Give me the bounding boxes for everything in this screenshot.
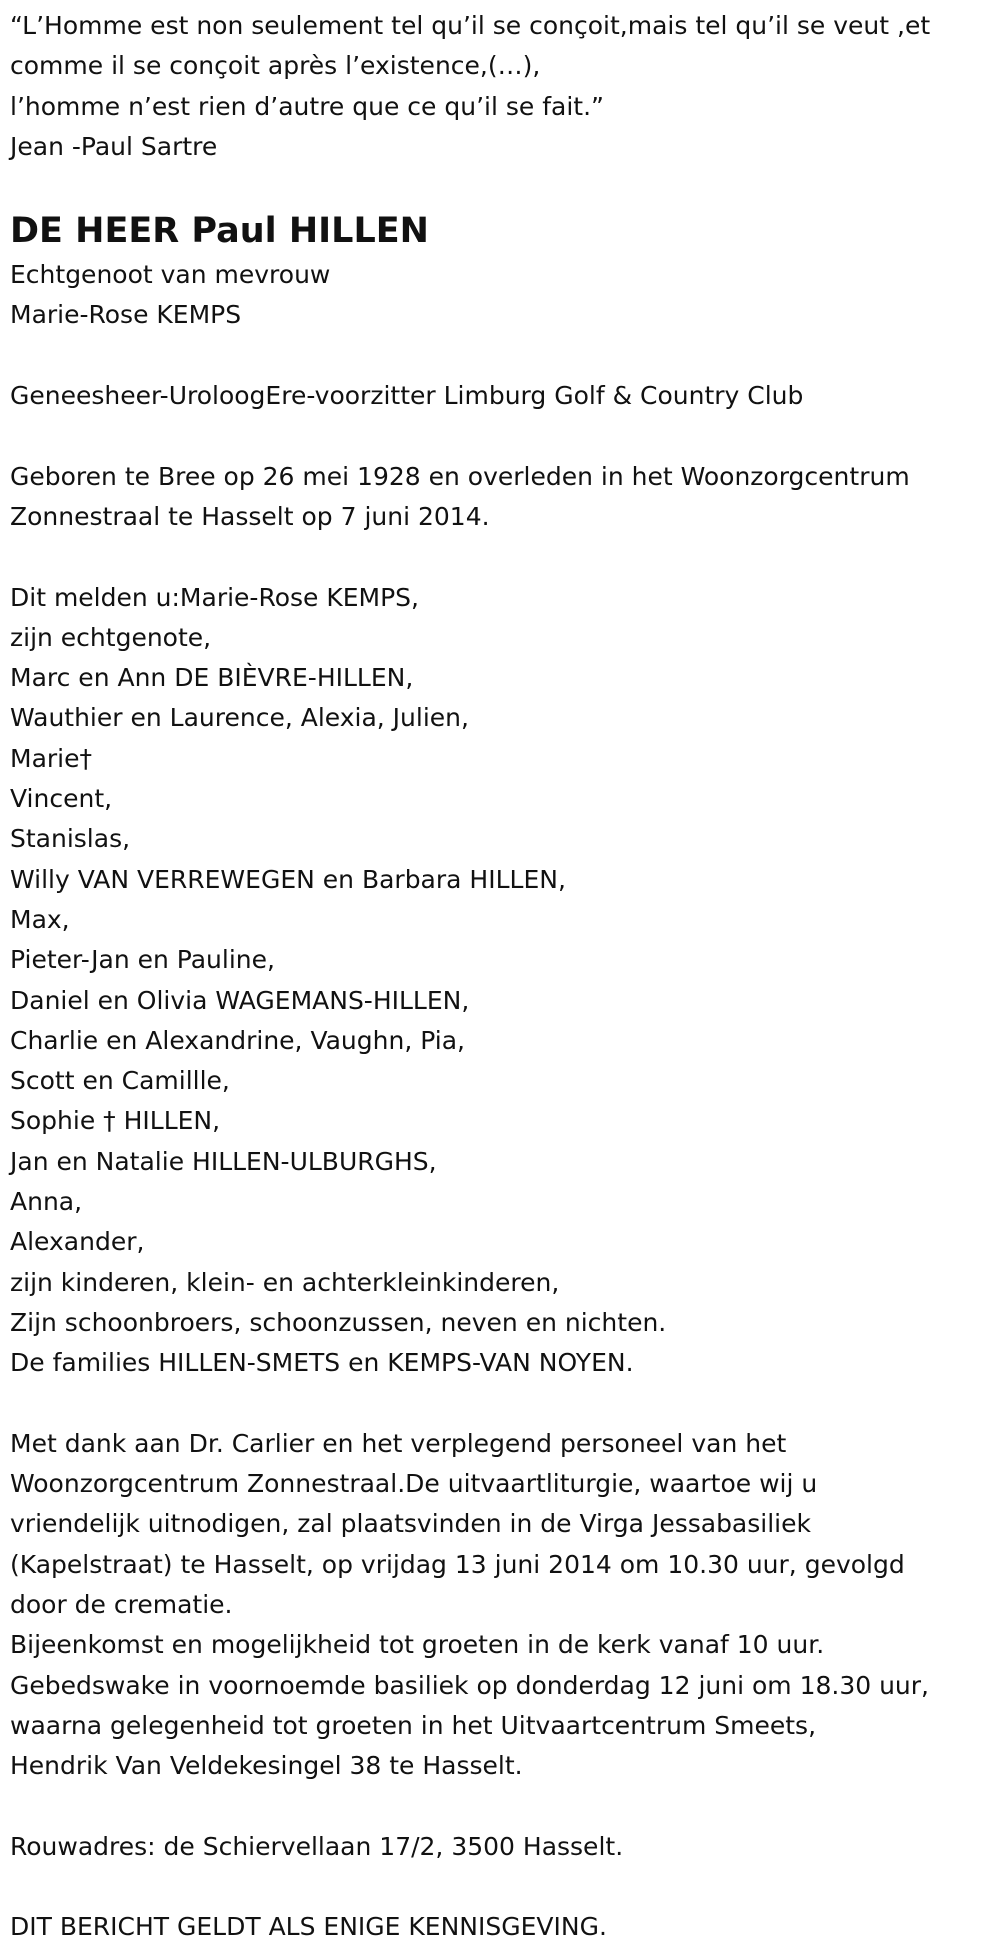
- spacer: [10, 537, 990, 577]
- spouse-line: Echtgenoot van mevrouw: [10, 260, 331, 290]
- family-line: Willy VAN VERREWEGEN en Barbara HILLEN,: [10, 864, 566, 894]
- spouse-block: [10, 255, 990, 336]
- quote-line: l’homme n’est rien d’autre que ce qu’il se fait.”: [10, 91, 604, 121]
- family-line: Max,: [10, 904, 70, 934]
- family-line: Vincent,: [10, 784, 113, 814]
- ceremony-line: vriendelijk uitnodigen, zal plaatsvinden in de Virga Jessabasiliek: [10, 1509, 811, 1539]
- spacer: [10, 1786, 990, 1826]
- family-line: Daniel en Olivia WAGEMANS-HILLEN,: [10, 985, 470, 1015]
- family-line: De families HILLEN-SMETS en KEMPS-VAN NOYEN.: [10, 1348, 634, 1378]
- ceremony-line: Met dank aan Dr. Carlier en het verplegend personeel van het: [10, 1428, 787, 1458]
- ceremony-line: Gebedswake in voornoemde basiliek op donderdag 12 juni om 18.30 uur,: [10, 1670, 929, 1700]
- ceremony-line: door de crematie.: [10, 1589, 233, 1619]
- ceremony-block: [10, 1424, 990, 1787]
- profession-line: Geneesheer-UroloogEre-voorzitter Limburg Golf & Country Club: [10, 381, 804, 411]
- family-line: Charlie en Alexandrine, Vaughn, Pia,: [10, 1025, 465, 1055]
- quote-author: Jean -Paul Sartre: [10, 131, 218, 161]
- family-line: Pieter-Jan en Pauline,: [10, 945, 275, 975]
- ceremony-line: Bijeenkomst en mogelijkheid tot groeten in de kerk vanaf 10 uur.: [10, 1630, 825, 1660]
- family-line: Alexander,: [10, 1227, 145, 1257]
- family-line: Scott en Camillle,: [10, 1066, 230, 1096]
- birth-death-line: Geboren te Bree op 26 mei 1928 en overleden in het Woonzorgcentrum: [10, 461, 910, 491]
- spacer: [10, 1867, 990, 1907]
- birth-death-block: [10, 457, 990, 538]
- family-line: Marie†: [10, 743, 92, 773]
- obituary-notice: [10, 6, 990, 1948]
- family-line: Stanislas,: [10, 824, 131, 854]
- quote-line: “L’Homme est non seulement tel qu’il se conçoit,mais tel qu’il se veut ,et: [10, 11, 931, 40]
- family-line: Wauthier en Laurence, Alexia, Julien,: [10, 703, 469, 733]
- spacer: [10, 336, 990, 376]
- spacer: [10, 416, 990, 456]
- quote-line: comme il se conçoit après l’existence,(…),: [10, 51, 541, 81]
- family-list: [10, 578, 990, 1384]
- spacer: [10, 1384, 990, 1424]
- family-line: Dit melden u:Marie-Rose KEMPS,: [10, 582, 419, 612]
- ceremony-line: Hendrik Van Veldekesingel 38 te Hasselt.: [10, 1751, 523, 1781]
- family-line: zijn kinderen, klein- en achterkleinkinderen,: [10, 1267, 560, 1297]
- family-line: Sophie † HILLEN,: [10, 1106, 221, 1136]
- sartre-quote: [10, 6, 990, 167]
- deceased-name: DE HEER Paul HILLEN: [10, 211, 429, 252]
- family-line: Anna,: [10, 1187, 83, 1217]
- spacer: [10, 167, 990, 209]
- ceremony-line: Woonzorgcentrum Zonnestraal.De uitvaartliturgie, waartoe wij u: [10, 1469, 818, 1499]
- notice-statement: DIT BERICHT GELDT ALS ENIGE KENNISGEVING.: [10, 1912, 607, 1942]
- birth-death-line: Zonnestraal te Hasselt op 7 juni 2014.: [10, 501, 490, 531]
- ceremony-line: waarna gelegenheid tot groeten in het Uitvaartcentrum Smeets,: [10, 1710, 817, 1740]
- family-line: Zijn schoonbroers, schoonzussen, neven en nichten.: [10, 1307, 667, 1337]
- mourning-address: Rouwadres: de Schiervellaan 17/2, 3500 Hasselt.: [10, 1831, 624, 1861]
- family-line: Marc en Ann DE BIÈVRE-HILLEN,: [10, 663, 414, 693]
- family-line: zijn echtgenote,: [10, 622, 212, 652]
- family-line: Jan en Natalie HILLEN-ULBURGHS,: [10, 1146, 437, 1176]
- ceremony-line: (Kapelstraat) te Hasselt, op vrijdag 13 juni 2014 om 10.30 uur, gevolgd: [10, 1549, 905, 1579]
- spouse-line: Marie-Rose KEMPS: [10, 300, 242, 330]
